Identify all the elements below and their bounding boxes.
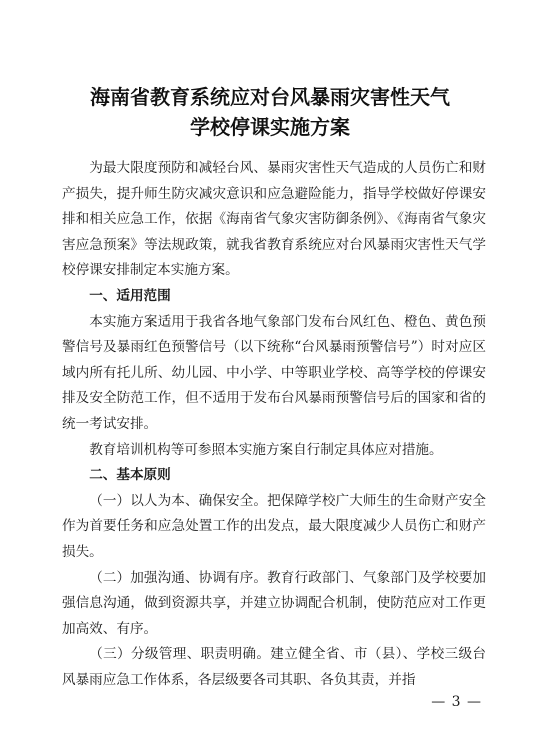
title-line-2: 学校停课实施方案 [190, 115, 350, 139]
document-title [0, 82, 540, 142]
document-body [62, 156, 486, 693]
principle-paragraph-1: （一）以人为本、确保安全。把保障学校广大师生的生命财产安全作为首要任务和应急处置工作的出发点，最大限度减少人员伤亡和财产损失。 [62, 492, 486, 560]
section-heading-scope: 一、适用范围 [89, 287, 171, 304]
page-number: — 3 — [431, 694, 482, 710]
scope-paragraph-1: 本实施方案适用于我省各地气象部门发布台风红色、橙色、黄色预警信号及暴雨红色预警信号（以下统称“台风暴雨预警信号”）时对应区域内所有托儿所、幼儿园、中小学、中等职业学校、高等学校的停课安排及安全防范工作，但不适用于发布台风暴雨预警信号后的国家和省的统一考试安排。 [62, 313, 486, 432]
principle-paragraph-2: （二）加强沟通、协调有序。教育行政部门、气象部门及学校要加强信息沟通，做到资源共享，并建立协调配合机制，使防范应对工作更加高效、有序。 [62, 569, 486, 637]
principle-paragraph-3: （三）分级管理、职责明确。建立健全省、市（县）、学校三级台风暴雨应急工作体系，各层级要各司其职、各负其责，并指 [62, 646, 486, 688]
section-heading-principles: 二、基本原则 [89, 467, 171, 484]
intro-paragraph: 为最大限度预防和减轻台风、暴雨灾害性天气造成的人员伤亡和财产损失，提升师生防灾减灾意识和应急避险能力，指导学校做好停课安排和相关应急工作，依据《海南省气象灾害防御条例》、《海南省气象灾害应急预案》等法规政策，就我省教育系统应对台风暴雨灾害性天气学校停课安排制定本实施方案。 [62, 160, 486, 279]
title-line-1: 海南省教育系统应对台风暴雨灾害性天气 [90, 85, 450, 109]
scope-paragraph-2: 教育培训机构等可参照本实施方案自行制定具体应对措施。 [89, 441, 443, 458]
